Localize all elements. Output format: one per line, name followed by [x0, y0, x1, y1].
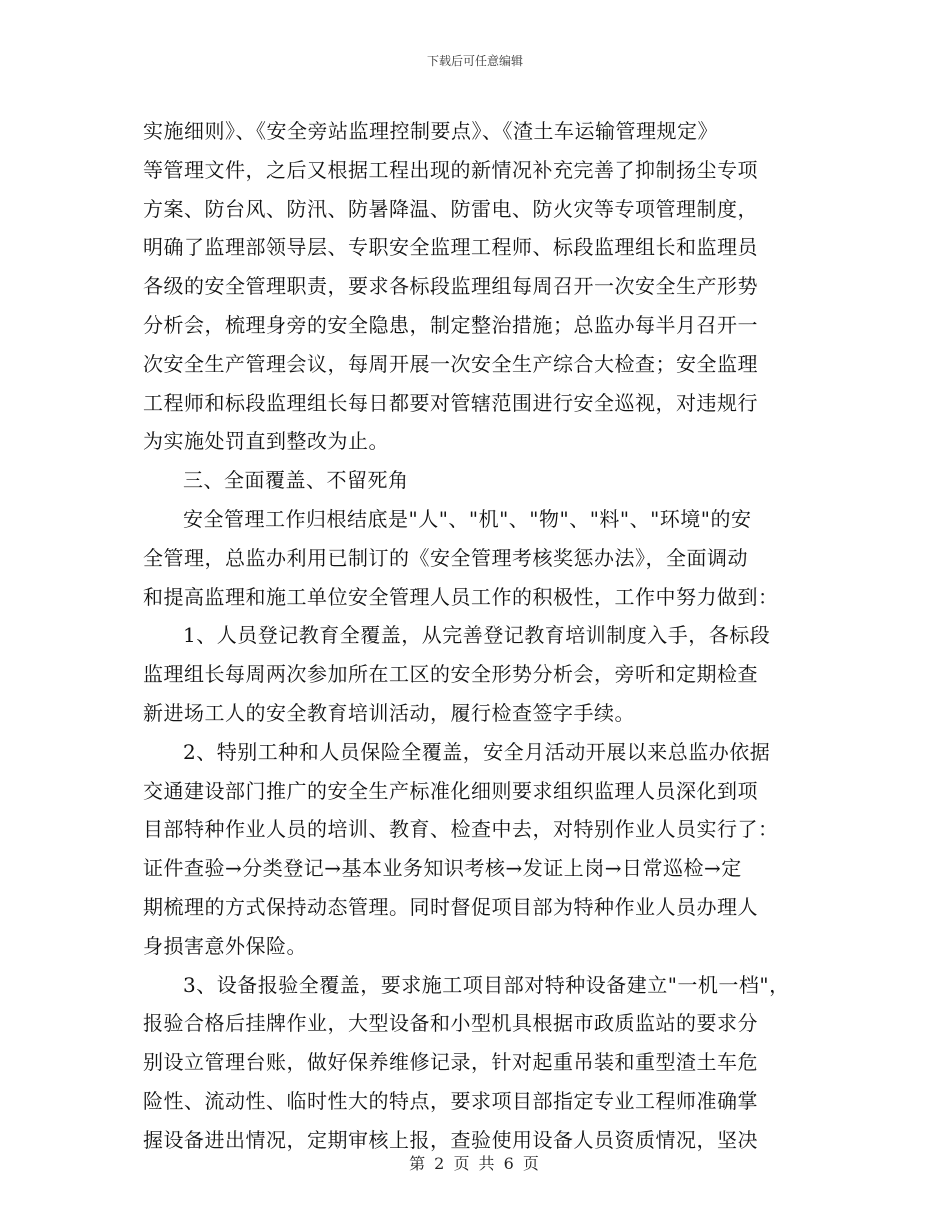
text-line: 证件查验→分类登记→基本业务知识考核→发证上岗→日常巡检→定 — [143, 856, 742, 881]
text-line: 3、设备报验全覆盖，要求施工项目部对特种设备建立"一机一档"， — [183, 972, 790, 997]
text-line: 和提高监理和施工单位安全管理人员工作的积极性，工作中努力做到： — [143, 584, 779, 609]
text-line: 期梳理的方式保持动态管理。同时督促项目部为特种作业人员办理人 — [143, 894, 758, 919]
document-body — [143, 112, 807, 1160]
text-line: 为实施处罚直到整改为止。 — [143, 429, 389, 454]
text-line: 握设备进出情况，定期审核上报，查验使用设备人员资质情况，坚决 — [143, 1127, 758, 1152]
text-line: 次安全生产管理会议，每周开展一次安全生产综合大检查；安全监理 — [143, 351, 758, 376]
text-line: 2、特别工种和人员保险全覆盖，安全月活动开展以来总监办依据 — [183, 739, 771, 764]
page-footer: 第 2 页 共 6 页 — [409, 1154, 541, 1173]
page-header: 下载后可任意编辑 — [426, 54, 523, 68]
text-line: 实施细则》、《安全旁站监理控制要点》、《渣土车运输管理规定》 — [143, 119, 718, 143]
text-line: 报验合格后挂牌作业，大型设备和小型机具根据市政质监站的要求分 — [143, 1011, 758, 1036]
text-line: 目部特种作业人员的培训、教育、检查中去，对特别作业人员实行了： — [143, 817, 779, 842]
text-line: 险性、流动性、临时性大的特点，要求项目部指定专业工程师准确掌 — [143, 1088, 758, 1113]
text-line: 明确了监理部领导层、专职安全监理工程师、标段监理组长和监理员 — [143, 235, 758, 260]
text-line: 新进场工人的安全教育培训活动，履行检查签字手续。 — [143, 700, 635, 725]
text-line: 等管理文件，之后又根据工程出现的新情况补充完善了抑制扬尘专项 — [143, 157, 758, 182]
text-line: 三、全面覆盖、不留死角 — [183, 468, 409, 493]
text-line: 交通建设部门推广的安全生产标准化细则要求组织监理人员深化到项 — [143, 778, 758, 803]
text-line: 工程师和标段监理组长每日都要对管辖范围进行安全巡视，对违规行 — [143, 390, 758, 415]
text-line: 1、人员登记教育全覆盖，从完善登记教育培训制度入手，各标段 — [183, 623, 771, 648]
text-line: 各级的安全管理职责，要求各标段监理组每周召开一次安全生产形势 — [143, 274, 758, 299]
text-line: 方案、防台风、防汛、防暑降温、防雷电、防火灾等专项管理制度， — [143, 196, 758, 221]
text-line: 全管理，总监办利用已制订的《安全管理考核奖惩办法》，全面调动 — [143, 545, 748, 570]
text-line: 身损害意外保险。 — [143, 933, 307, 958]
text-line: 别设立管理台账，做好保养维修记录，针对起重吊装和重型渣土车危 — [143, 1050, 758, 1075]
text-line: 监理组长每周两次参加所在工区的安全形势分析会，旁听和定期检查 — [143, 662, 758, 687]
text-line: 分析会，梳理身旁的安全隐患，制定整治措施；总监办每半月召开一 — [143, 312, 758, 337]
text-line: 安全管理工作归根结底是"人"、"机"、"物"、"料"、"环境"的安 — [183, 506, 752, 531]
